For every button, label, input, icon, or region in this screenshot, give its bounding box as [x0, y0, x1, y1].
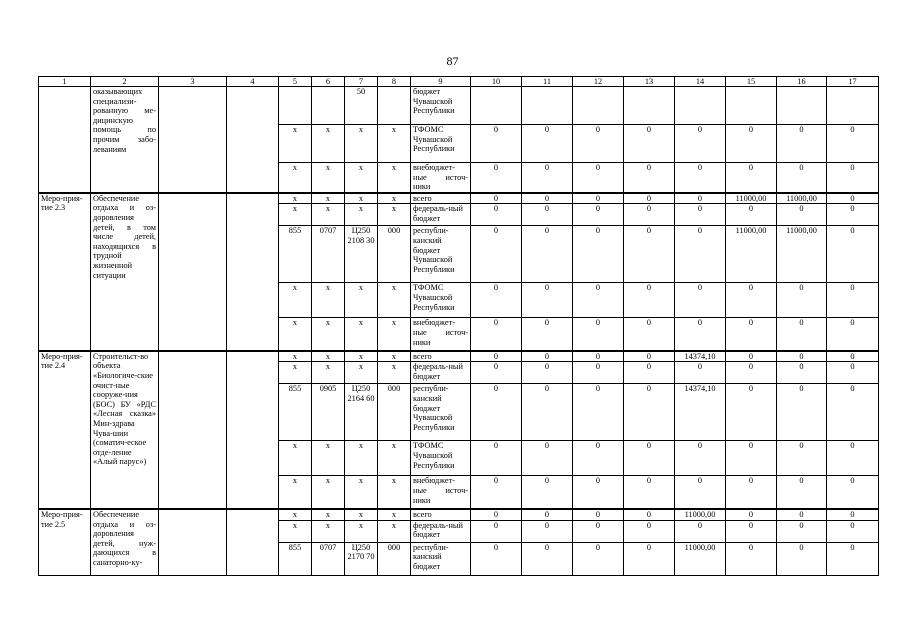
value-cell-c14: 0	[675, 362, 726, 384]
table-body	[39, 77, 879, 576]
value-cell-c13: 0	[624, 226, 675, 283]
value-cell-c15: 11000,00	[726, 226, 777, 283]
value-cell-c15: 0	[726, 509, 777, 520]
value-cell-c8: х	[378, 193, 411, 204]
value-cell-c17: 0	[827, 163, 879, 193]
value-cell-c10: 0	[471, 362, 522, 384]
value-cell-c16	[777, 87, 827, 125]
value-cell-c12: 0	[573, 520, 624, 542]
table-row	[39, 509, 879, 520]
value-cell-c8	[378, 87, 411, 125]
value-cell-c14	[675, 87, 726, 125]
value-cell-c10: 0	[471, 125, 522, 163]
value-cell-c8: х	[378, 362, 411, 384]
event-name-cell: Обеспечение отдыха и оз-доровления детей, в том числе детей, находящихся в трудной жизненной ситуации	[91, 193, 159, 351]
value-cell-c5: х	[279, 125, 312, 163]
value-cell-c10: 0	[471, 520, 522, 542]
value-cell-c11: 0	[522, 204, 573, 226]
event-cell: Меро-прия-тие 2.3	[39, 193, 91, 351]
value-cell-c13: 0	[624, 542, 675, 575]
header-row	[39, 77, 879, 87]
value-cell-c7: х	[345, 125, 378, 163]
value-cell-c14: 0	[675, 193, 726, 204]
value-cell-c13: 0	[624, 318, 675, 351]
value-cell-c11: 0	[522, 351, 573, 362]
value-cell-c14: 14374,10	[675, 384, 726, 441]
value-cell-c12: 0	[573, 204, 624, 226]
value-cell-c6: х	[312, 193, 345, 204]
value-cell-c12: 0	[573, 476, 624, 509]
value-cell-c15: 0	[726, 125, 777, 163]
value-cell-c6: 0905	[312, 384, 345, 441]
value-cell-c10: 0	[471, 476, 522, 509]
table-row	[39, 193, 879, 204]
value-cell-c12: 0	[573, 318, 624, 351]
value-cell-c16: 0	[777, 204, 827, 226]
value-cell-c5: 855	[279, 542, 312, 575]
value-cell-c6: х	[312, 362, 345, 384]
value-cell-c16: 0	[777, 520, 827, 542]
header-cell-13: 13	[624, 77, 675, 87]
value-cell-c17: 0	[827, 193, 879, 204]
value-cell-c14: 0	[675, 476, 726, 509]
value-cell-c5: х	[279, 441, 312, 476]
value-cell-c13: 0	[624, 193, 675, 204]
value-cell-c13: 0	[624, 283, 675, 318]
funding-source-cell: внебюджет-ные источ-ники	[411, 318, 471, 351]
value-cell-c16: 0	[777, 318, 827, 351]
value-cell-c14: 14374,10	[675, 351, 726, 362]
value-cell-c11: 0	[522, 520, 573, 542]
value-cell-c17: 0	[827, 204, 879, 226]
value-cell-c17: 0	[827, 509, 879, 520]
value-cell-c8: х	[378, 476, 411, 509]
value-cell-c11: 0	[522, 441, 573, 476]
value-cell-c17: 0	[827, 542, 879, 575]
value-cell-c11: 0	[522, 509, 573, 520]
value-cell-c8: х	[378, 520, 411, 542]
value-cell-c16: 0	[777, 384, 827, 441]
value-cell-c7: х	[345, 362, 378, 384]
value-cell-c6: х	[312, 520, 345, 542]
value-cell-c5: х	[279, 351, 312, 362]
value-cell-c12: 0	[573, 125, 624, 163]
funding-source-cell: федераль-ный бюджет	[411, 520, 471, 542]
value-cell-c14: 11000,00	[675, 542, 726, 575]
value-cell-c17: 0	[827, 476, 879, 509]
value-cell-c14: 0	[675, 441, 726, 476]
value-cell-c17: 0	[827, 441, 879, 476]
funding-source-cell: федераль-ный бюджет	[411, 362, 471, 384]
header-cell-2: 2	[91, 77, 159, 87]
value-cell-c12: 0	[573, 542, 624, 575]
value-cell-c7: х	[345, 163, 378, 193]
value-cell-c6: х	[312, 125, 345, 163]
value-cell-c6: х	[312, 351, 345, 362]
value-cell-c16: 11000,00	[777, 226, 827, 283]
col4-cell	[227, 351, 279, 509]
value-cell-c12: 0	[573, 362, 624, 384]
value-cell-c8: х	[378, 441, 411, 476]
value-cell-c6: х	[312, 283, 345, 318]
value-cell-c7: х	[345, 441, 378, 476]
header-cell-14: 14	[675, 77, 726, 87]
header-cell-12: 12	[573, 77, 624, 87]
event-name-cell: Обеспечение отдыха и оз-доровления детей, нуж-дающихся в санаторно-ку-	[91, 509, 159, 575]
value-cell-c14: 0	[675, 226, 726, 283]
value-cell-c7: х	[345, 204, 378, 226]
table-row	[39, 87, 879, 125]
value-cell-c7: х	[345, 193, 378, 204]
value-cell-c8: х	[378, 283, 411, 318]
value-cell-c10: 0	[471, 163, 522, 193]
value-cell-c7: х	[345, 283, 378, 318]
value-cell-c17: 0	[827, 226, 879, 283]
value-cell-c15	[726, 87, 777, 125]
value-cell-c10: 0	[471, 509, 522, 520]
header-cell-17: 17	[827, 77, 879, 87]
value-cell-c13: 0	[624, 362, 675, 384]
funding-source-cell: внебюджет-ные источ-ники	[411, 163, 471, 193]
value-cell-c6: 0707	[312, 226, 345, 283]
value-cell-c13: 0	[624, 125, 675, 163]
funding-source-cell: ТФОМС Чувашской Республики	[411, 283, 471, 318]
header-cell-10: 10	[471, 77, 522, 87]
event-cell	[39, 87, 91, 193]
value-cell-c10: 0	[471, 226, 522, 283]
value-cell-c16: 0	[777, 125, 827, 163]
value-cell-c17	[827, 87, 879, 125]
funding-source-cell: ТФОМС Чувашской Республики	[411, 125, 471, 163]
value-cell-c13: 0	[624, 520, 675, 542]
header-cell-1: 1	[39, 77, 91, 87]
value-cell-c8: х	[378, 318, 411, 351]
value-cell-c8: х	[378, 351, 411, 362]
header-cell-4: 4	[227, 77, 279, 87]
event-name-cell: Строительст-во объекта «Биологиче-ские очист-ные сооруже-ния (БОС) БУ «РДС «Лесная сказка» Мин-здрава Чува-шии (соматич-еское отде-ление «Алый парус»)	[91, 351, 159, 509]
event-cell: Меро-прия-тие 2.4	[39, 351, 91, 509]
event-name-cell: оказывающих специализи-рованную ме-дицинскую помощь по прочим забо-леваниям	[91, 87, 159, 193]
col3-cell	[159, 87, 227, 193]
funding-source-cell: республи-канский бюджет Чувашской Республики	[411, 384, 471, 441]
value-cell-c6: х	[312, 163, 345, 193]
col4-cell	[227, 509, 279, 575]
value-cell-c10: 0	[471, 318, 522, 351]
value-cell-c14: 0	[675, 318, 726, 351]
value-cell-c8: х	[378, 125, 411, 163]
value-cell-c7: Ц250 2170 70	[345, 542, 378, 575]
value-cell-c10: 0	[471, 193, 522, 204]
funding-source-cell: всего	[411, 193, 471, 204]
value-cell-c15: 0	[726, 384, 777, 441]
budget-table	[38, 76, 879, 576]
funding-source-cell: всего	[411, 351, 471, 362]
value-cell-c17: 0	[827, 520, 879, 542]
value-cell-c7: 50	[345, 87, 378, 125]
value-cell-c8: 000	[378, 542, 411, 575]
event-cell: Меро-прия-тие 2.5	[39, 509, 91, 575]
value-cell-c12: 0	[573, 384, 624, 441]
header-cell-11: 11	[522, 77, 573, 87]
header-cell-5: 5	[279, 77, 312, 87]
value-cell-c12	[573, 87, 624, 125]
value-cell-c6: х	[312, 509, 345, 520]
value-cell-c14: 0	[675, 125, 726, 163]
value-cell-c8: 000	[378, 226, 411, 283]
value-cell-c10: 0	[471, 204, 522, 226]
value-cell-c6: х	[312, 476, 345, 509]
value-cell-c15: 0	[726, 318, 777, 351]
col3-cell	[159, 351, 227, 509]
value-cell-c15: 0	[726, 204, 777, 226]
value-cell-c15: 0	[726, 362, 777, 384]
value-cell-c11: 0	[522, 318, 573, 351]
value-cell-c6: 0707	[312, 542, 345, 575]
value-cell-c5: 855	[279, 384, 312, 441]
value-cell-c5: х	[279, 476, 312, 509]
value-cell-c8: х	[378, 163, 411, 193]
header-cell-7: 7	[345, 77, 378, 87]
value-cell-c10: 0	[471, 542, 522, 575]
value-cell-c12: 0	[573, 283, 624, 318]
value-cell-c5: х	[279, 163, 312, 193]
value-cell-c10: 0	[471, 283, 522, 318]
value-cell-c14: 0	[675, 163, 726, 193]
value-cell-c11: 0	[522, 362, 573, 384]
value-cell-c16: 0	[777, 509, 827, 520]
value-cell-c5: х	[279, 520, 312, 542]
header-cell-16: 16	[777, 77, 827, 87]
value-cell-c10: 0	[471, 441, 522, 476]
value-cell-c10: 0	[471, 351, 522, 362]
table-row	[39, 351, 879, 362]
value-cell-c16: 0	[777, 542, 827, 575]
value-cell-c14: 0	[675, 283, 726, 318]
value-cell-c17: 0	[827, 125, 879, 163]
funding-source-cell: внебюджет-ные источ-ники	[411, 476, 471, 509]
value-cell-c5	[279, 87, 312, 125]
col3-cell	[159, 193, 227, 351]
funding-source-cell: бюджет Чувашской Республики	[411, 87, 471, 125]
value-cell-c16: 11000,00	[777, 193, 827, 204]
value-cell-c8: х	[378, 204, 411, 226]
value-cell-c13: 0	[624, 384, 675, 441]
value-cell-c11: 0	[522, 283, 573, 318]
value-cell-c15: 0	[726, 441, 777, 476]
value-cell-c5: х	[279, 509, 312, 520]
value-cell-c13: 0	[624, 204, 675, 226]
col4-cell	[227, 87, 279, 193]
header-cell-9: 9	[411, 77, 471, 87]
value-cell-c6: х	[312, 441, 345, 476]
value-cell-c10: 0	[471, 384, 522, 441]
value-cell-c14: 0	[675, 204, 726, 226]
value-cell-c15: 0	[726, 476, 777, 509]
value-cell-c17: 0	[827, 362, 879, 384]
value-cell-c16: 0	[777, 351, 827, 362]
value-cell-c7: Ц250 2108 30	[345, 226, 378, 283]
value-cell-c15: 11000,00	[726, 193, 777, 204]
value-cell-c16: 0	[777, 283, 827, 318]
value-cell-c13: 0	[624, 509, 675, 520]
value-cell-c6: х	[312, 318, 345, 351]
value-cell-c7: х	[345, 476, 378, 509]
value-cell-c8: х	[378, 509, 411, 520]
value-cell-c7: х	[345, 351, 378, 362]
value-cell-c5: х	[279, 318, 312, 351]
funding-source-cell: федераль-ный бюджет	[411, 204, 471, 226]
value-cell-c11: 0	[522, 163, 573, 193]
value-cell-c6	[312, 87, 345, 125]
value-cell-c7: Ц250 2164 60	[345, 384, 378, 441]
value-cell-c17: 0	[827, 351, 879, 362]
value-cell-c14: 0	[675, 520, 726, 542]
header-cell-3: 3	[159, 77, 227, 87]
value-cell-c12: 0	[573, 193, 624, 204]
header-cell-8: 8	[378, 77, 411, 87]
value-cell-c15: 0	[726, 520, 777, 542]
funding-source-cell: республи-канский бюджет Чувашской Республики	[411, 226, 471, 283]
value-cell-c17: 0	[827, 283, 879, 318]
col4-cell	[227, 193, 279, 351]
header-cell-15: 15	[726, 77, 777, 87]
value-cell-c12: 0	[573, 509, 624, 520]
value-cell-c13: 0	[624, 476, 675, 509]
value-cell-c5: х	[279, 193, 312, 204]
value-cell-c15: 0	[726, 351, 777, 362]
value-cell-c11: 0	[522, 476, 573, 509]
value-cell-c12: 0	[573, 441, 624, 476]
value-cell-c7: х	[345, 520, 378, 542]
value-cell-c17: 0	[827, 318, 879, 351]
value-cell-c13: 0	[624, 163, 675, 193]
value-cell-c16: 0	[777, 362, 827, 384]
value-cell-c11: 0	[522, 193, 573, 204]
value-cell-c11: 0	[522, 384, 573, 441]
value-cell-c11	[522, 87, 573, 125]
value-cell-c13	[624, 87, 675, 125]
value-cell-c5: 855	[279, 226, 312, 283]
value-cell-c16: 0	[777, 476, 827, 509]
value-cell-c5: х	[279, 283, 312, 318]
col3-cell	[159, 509, 227, 575]
funding-source-cell: республи-канский бюджет	[411, 542, 471, 575]
funding-source-cell: всего	[411, 509, 471, 520]
value-cell-c16: 0	[777, 163, 827, 193]
value-cell-c15: 0	[726, 542, 777, 575]
funding-source-cell: ТФОМС Чувашской Республики	[411, 441, 471, 476]
value-cell-c17: 0	[827, 384, 879, 441]
value-cell-c12: 0	[573, 226, 624, 283]
value-cell-c11: 0	[522, 226, 573, 283]
page-number: 87	[446, 54, 459, 68]
value-cell-c15: 0	[726, 163, 777, 193]
value-cell-c5: х	[279, 204, 312, 226]
value-cell-c14: 11000,00	[675, 509, 726, 520]
value-cell-c12: 0	[573, 351, 624, 362]
header-cell-6: 6	[312, 77, 345, 87]
value-cell-c10	[471, 87, 522, 125]
value-cell-c16: 0	[777, 441, 827, 476]
value-cell-c13: 0	[624, 351, 675, 362]
value-cell-c15: 0	[726, 283, 777, 318]
value-cell-c12: 0	[573, 163, 624, 193]
value-cell-c7: х	[345, 509, 378, 520]
value-cell-c6: х	[312, 204, 345, 226]
value-cell-c5: х	[279, 362, 312, 384]
value-cell-c11: 0	[522, 125, 573, 163]
value-cell-c11: 0	[522, 542, 573, 575]
value-cell-c7: х	[345, 318, 378, 351]
value-cell-c13: 0	[624, 441, 675, 476]
value-cell-c8: 000	[378, 384, 411, 441]
